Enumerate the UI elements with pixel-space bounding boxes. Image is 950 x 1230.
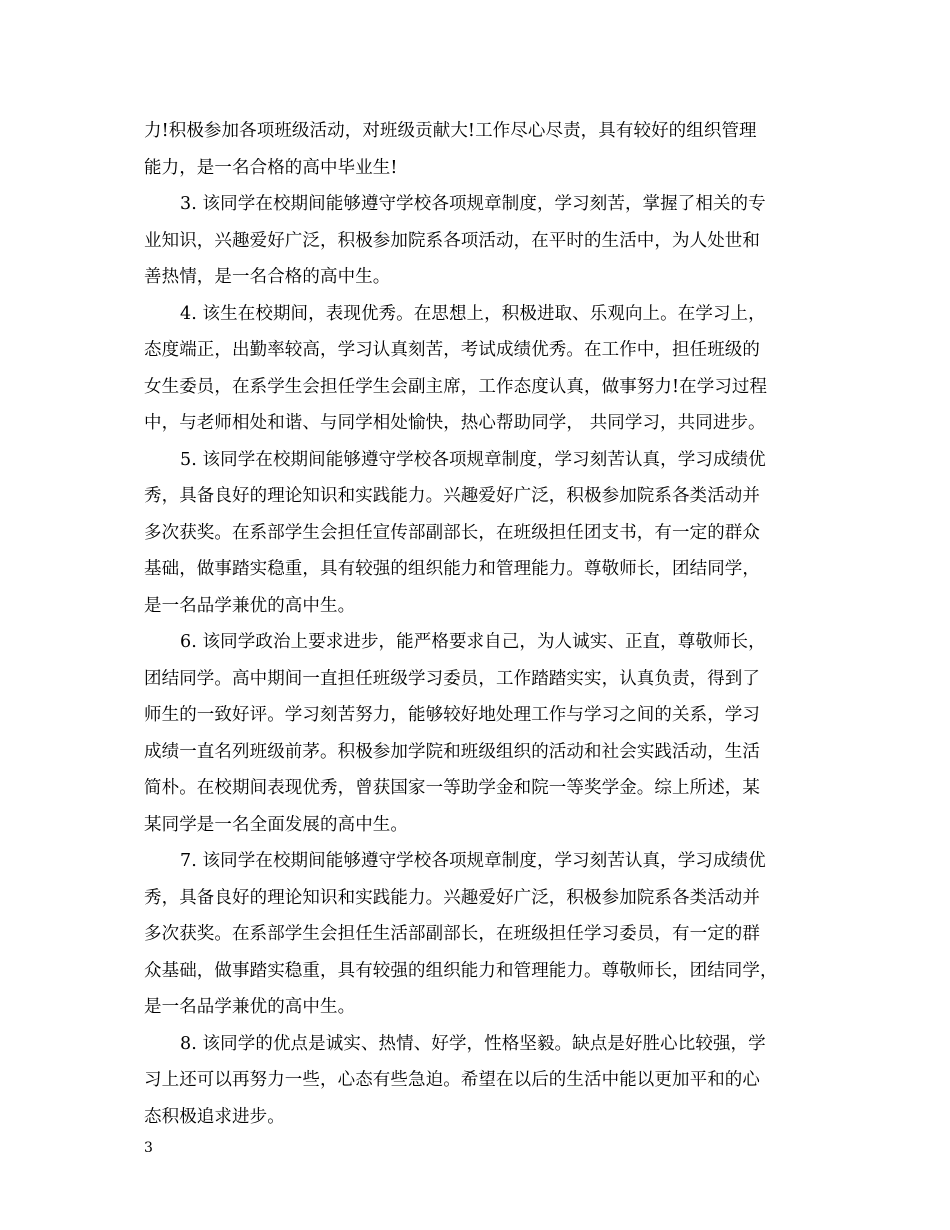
text-line: 秀，具备良好的理论知识和实践能力。兴趣爱好广泛，积极参加院系各类活动并 (144, 486, 760, 506)
text-line: 态积极追求进步。 (144, 1106, 285, 1127)
text-line: 习上还可以再努力一些，心态有些急迫。希望在以后的生活中能以更加平和的心 (144, 1070, 760, 1090)
text-line: 3. 该同学在校期间能够遵守学校各项规章制度，学习刻苦，掌握了相关的专 (180, 194, 766, 214)
text-line: 某同学是一名全面发展的高中生。 (144, 814, 408, 835)
text-line: 5. 该同学在校期间能够遵守学校各项规章制度，学习刻苦认真，学习成绩优 (180, 449, 766, 470)
text-line: 基础，做事踏实稳重，具有较强的组织能力和管理能力。尊敬师长，团结同学， (144, 559, 760, 579)
text-line: 态度端正，出勤率较高，学习认真刻苦，考试成绩优秀。在工作中，担任班级的 (144, 340, 760, 360)
text-line: 团结同学。高中期间一直担任班级学习委员，工作踏踏实实，认真负责，得到了 (144, 668, 760, 689)
text-line: 众基础，做事踏实稳重，具有较强的组织能力和管理能力。尊敬师长，团结同学， (144, 960, 778, 981)
text-line: 秀，具备良好的理论知识和实践能力。兴趣爱好广泛，积极参加院系各类活动并 (144, 887, 760, 908)
text-line: 中，与老师相处和谐、与同学相处愉快，热心帮助同学， 共同学习，共同进步。 (144, 413, 766, 433)
text-line: 多次获奖。在系部学生会担任宣传部副部长，在班级担任团支书，有一定的群众 (144, 522, 760, 543)
text-line: 能力，是一名合格的高中毕业生! (144, 157, 398, 178)
text-line: 8. 该同学的优点是诚实、热情、好学，性格坚毅。缺点是好胜心比较强，学 (180, 1033, 766, 1054)
text-line: 善热情，是一名合格的高中生。 (144, 267, 391, 287)
page-number: 3 (144, 1140, 153, 1156)
text-line: 业知识，兴趣爱好广泛，积极参加院系各项活动，在平时的生活中，为人处世和 (144, 230, 760, 251)
text-line: 师生的一致好评。学习刻苦努力，能够较好地处理工作与学习之间的关系，学习 (144, 705, 760, 725)
text-line: 力!积极参加各项班级活动，对班级贡献大!工作尽心尽责，具有较好的组织管理 (144, 121, 757, 141)
text-line: 7. 该同学在校期间能够遵守学校各项规章制度，学习刻苦认真，学习成绩优 (180, 851, 766, 871)
text-line: 4. 该生在校期间，表现优秀。在思想上，积极进取、乐观向上。在学习上， (180, 303, 766, 324)
text-line: 是一名品学兼优的高中生。 (144, 997, 356, 1017)
body-text (144, 113, 824, 1135)
text-line: 简朴。在校期间表现优秀，曾获国家一等助学金和院一等奖学金。综上所述，某 (144, 778, 760, 798)
text-line: 成绩一直名列班级前茅。积极参加学院和班级组织的活动和社会实践活动，生活 (144, 741, 760, 762)
text-line: 多次获奖。在系部学生会担任生活部副部长，在班级担任学习委员，有一定的群 (144, 924, 760, 944)
text-line: 女生委员，在系学生会担任学生会副主席，工作态度认真，做事努力!在学习过程 (144, 376, 768, 397)
text-line: 6. 该同学政治上要求进步，能严格要求自己，为人诚实、正直，尊敬师长， (180, 632, 766, 652)
text-line: 是一名品学兼优的高中生。 (144, 595, 356, 616)
